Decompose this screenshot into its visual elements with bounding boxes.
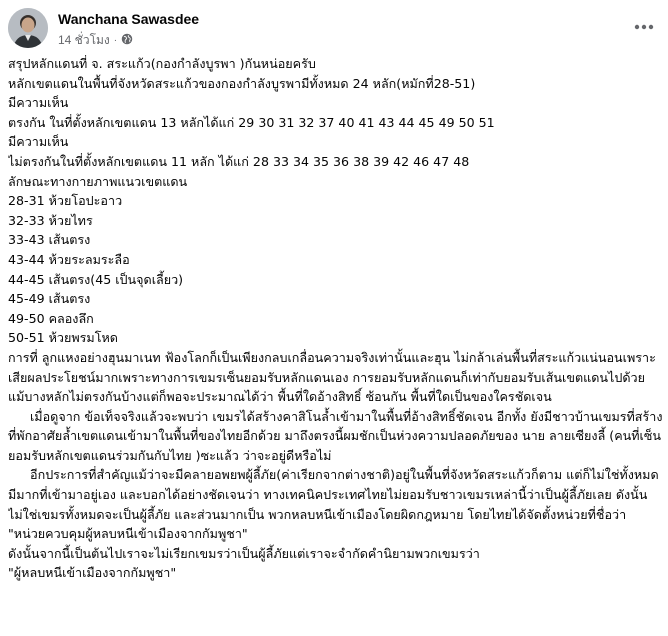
post-line: "ผู้หลบหนีเข้าเมืองจากกัมพูชา" — [8, 565, 177, 581]
more-horizontal-icon — [634, 15, 654, 34]
post-line: 45-49 เส้นตรง — [8, 291, 91, 307]
avatar-image — [8, 8, 48, 48]
post-line: "หน่วยควบคุมผู้หลบหนีเข้าเมืองจากกัมพูชา" — [8, 526, 248, 542]
author-name[interactable]: Wanchana Sawasdee — [58, 11, 200, 27]
post-body — [8, 54, 663, 583]
post-line: สรุปหลักแดนที่ จ. สระแก้ว(กองกำลังบูรพา )กันหน่อยครับ — [8, 56, 316, 71]
post-meta — [58, 31, 133, 50]
more-options-button[interactable] — [628, 8, 660, 40]
post-line: 44-45 เส้นตรง(45 เป็นจุดเลี้ยว) — [8, 271, 184, 287]
post-paragraph: เมื่อดูจาก ข้อเท็จจริงแล้วจะพบว่า เขมรได้สร้างคาสิโนล้ำเข้ามาในพื้นที่อ้างสิทธิ์ชัดเจน อีกทั้ง ยังมีชาวบ้านเขมรที่สร้างที่พักอาศัยล้ำเขตแดนเข้ามาในพื้นที่ของไทยอีกด้วย มาถึงตรงนี้ผมชักเป็นห่วงความปลอดภัยของ นาย ลายเซียงลี้ (คนที่เซ็นยอมรับหลักเขตแดนร่วมกันกับไทย )ซะแล้ว ว่าจะอยู่ดีหรือไม่ — [8, 408, 663, 463]
post-line: 49-50 คลองลึก — [8, 310, 94, 326]
post-header — [8, 8, 660, 48]
post-line: 28-31 ห้วยโอปะอาว — [8, 193, 123, 209]
post-line: ลักษณะทางกายภาพแนวเขตแดน — [8, 173, 188, 189]
post-line: 43-44 ห้วยระลมระลือ — [8, 251, 130, 267]
post-line: หลักเขตแดนในพื้นที่จังหวัดสระแก้วของกองกำลังบูรพามีทั้งหมด 24 หลัก(หมักที่28-51) — [8, 75, 476, 91]
post-paragraph: การที่ ลูกแหงอย่างฮุนมาเนท ฟ้องโลกก็เป็นเพียงกลบเกลื่อนความจริงเท่านั้นและฮุน ไม่กล้าเล่นพื้นที่สระแก้วแน่นอนเพราะเสียผลประโยชน์มากเพราะทางการเขมรเซ็นยอมรับหลักแดนเอง การยอมรับหลักแดนก็เท่ากับยอมรับเส้นเขตแดนไปด้วย แม้บางหลักไม่ตรงกันบ้างแต่ก็พอจะประมาณได้ว่า พื้นที่ใดอ้างสิทธิ์ ซ้อนกัน พื้นที่ใดเป็นของใครชัดเจน — [8, 349, 656, 405]
post-line: 33-43 เส้นตรง — [8, 232, 91, 248]
post-line: ไม่ตรงกันในที่ตั้งหลักเขตแดน 11 หลัก ได้แก่ 28 33 34 35 36 38 39 42 46 47 48 — [8, 153, 470, 169]
post-line: ดังนั้นจากนี้เป็นต้นไปเราจะไม่เรียกเขมรว่าเป็นผู้ลี้ภัยแต่เราจะจำกัดคำนิยามพวกเขมรว่า — [8, 545, 480, 561]
post-line: 50-51 ห้วยพรมโหด — [8, 330, 118, 346]
post-paragraph: อีกประการที่สำคัญแม้ว่าจะมีคลายอพยพผู้ลี้ภัย(ค่าเรียกจากต่างชาติ)อยู่ในพื้นที่จังหวัดสระแก้วก็ตาม แต่ก็ไม่ใช่ทั้งหมด มีมากที่เข้ามาอยู่เอง และบอกได้อย่างชัดเจนว่า ทางเทคนิคประเทศไทยไม่ยอมรับชาวเขมรเหล่านี้ว่าเป็นผู้ลี้ภัยเลย ดังนั้นไม่ใช่เขมรทั้งหมดจะเป็นผู้ลี้ภัย และส่วนมากเป็น พวกหลบหนีเข้าเมืองโดยผิดกฎหมาย โดยไทยได้จัดตั้งหน่วยที่ชื่อว่า — [8, 467, 659, 522]
avatar[interactable] — [8, 8, 48, 48]
post-line: 32-33 ห้วยไทร — [8, 212, 93, 228]
post-line: ตรงกัน ในที่ตั้งหลักเขตแดน 13 หลักได้แก่ 29 30 31 32 37 40 41 43 44 45 49 50 51 — [8, 114, 495, 130]
globe-icon — [121, 33, 133, 48]
post-line: มีความเห็น — [8, 95, 69, 111]
post-time[interactable]: 14 ชั่วโมง — [58, 33, 110, 47]
post-line: มีความเห็น — [8, 134, 69, 150]
separator-dot: · — [113, 35, 118, 46]
